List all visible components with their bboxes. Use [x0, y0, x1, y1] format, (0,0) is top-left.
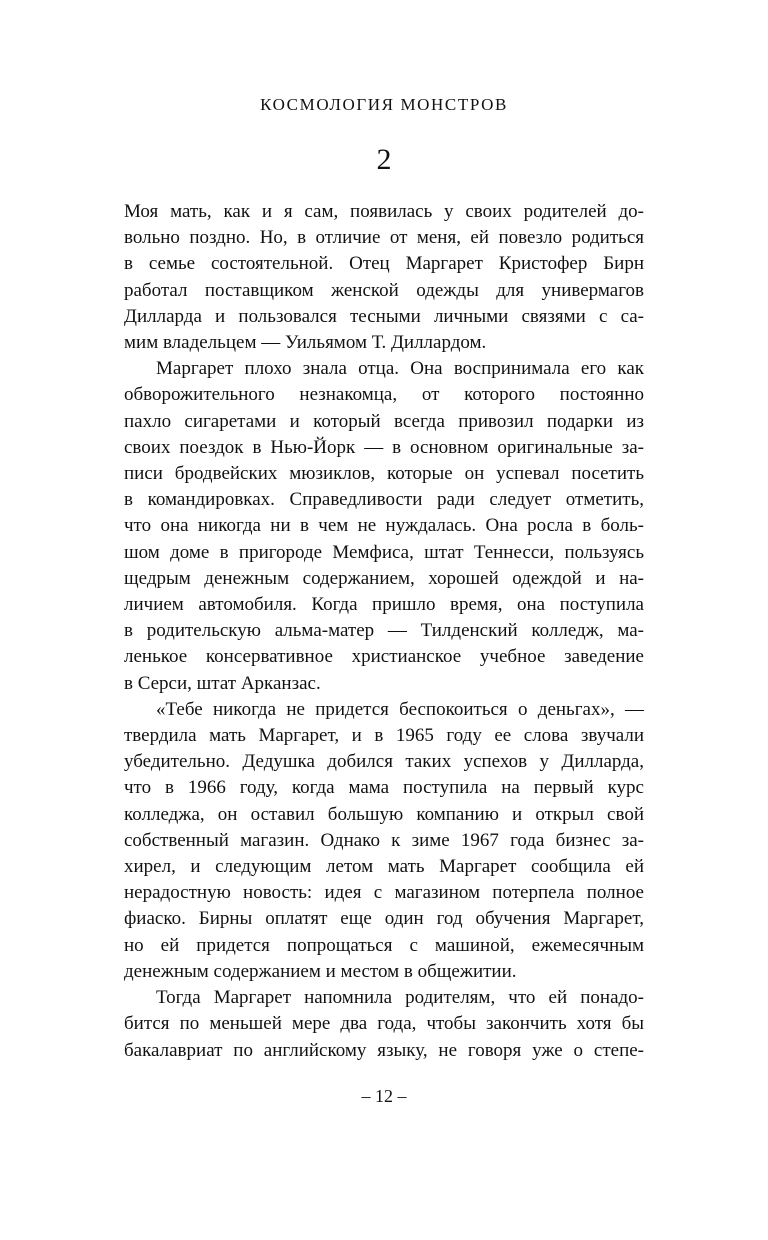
paragraph: [124, 985, 644, 1064]
text-line: что в 1966 году, когда мама поступила на первый курс: [124, 777, 644, 799]
body-text: [124, 199, 644, 1064]
text-line: мим владельцем — Уильямом Т. Диллардом.: [124, 332, 487, 354]
running-head: КОСМОЛОГИЯ МОНСТРОВ: [260, 95, 508, 114]
text-line: твердила мать Маргарет, и в 1965 году ее слова звучали: [124, 725, 644, 747]
text-line: шом доме в пригороде Мемфиса, штат Теннесси, пользуясь: [124, 541, 644, 563]
text-line: бится по меньшей мере два года, чтобы закончить хотя бы: [124, 1013, 644, 1035]
text-line: пахло сигаретами и который всегда привозил подарки из: [124, 410, 644, 432]
text-block: [124, 199, 644, 1108]
text-line: убедительно. Дедушка добился таких успехов у Дилларда,: [124, 751, 644, 773]
paragraph: [124, 697, 644, 985]
text-line: Тогда Маргарет напомнила родителям, что ей понадо-: [156, 987, 644, 1009]
text-line: ленькое консервативное христианское учебное заведение: [124, 646, 644, 668]
text-line: Дилларда и пользовался тесными личными связями с са-: [124, 305, 644, 327]
text-line: фиаско. Бирны оплатят еще один год обучения Маргарет,: [124, 908, 644, 930]
text-line: щедрым денежным содержанием, хорошей одеждой и на-: [124, 567, 644, 589]
text-line: что она никогда ни в чем не нуждалась. Она росла в боль-: [124, 515, 644, 537]
text-line: бакалавриат по английскому языку, не говоря уже о степе-: [124, 1039, 644, 1061]
text-line: в семье состоятельной. Отец Маргарет Кристофер Бирн: [124, 253, 644, 275]
text-line: «Тебе никогда не придется беспокоиться о деньгах», —: [156, 698, 644, 720]
text-line: личием автомобиля. Когда пришло время, она поступила: [124, 594, 644, 616]
chapter-number: 2: [376, 143, 392, 176]
paragraph: [124, 199, 644, 356]
text-line: своих поездок в Нью-Йорк — в основном оригинальные за-: [124, 436, 644, 458]
text-line: хирел, и следующим летом мать Маргарет сообщила ей: [124, 856, 644, 878]
page-number: – 12 –: [361, 1085, 407, 1106]
text-line: писи бродвейских мюзиклов, которые он успевал посетить: [124, 463, 644, 485]
text-line: денежным содержанием и местом в общежитии.: [124, 960, 517, 982]
text-line: обворожительного незнакомца, от которого постоянно: [124, 384, 644, 406]
text-line: Маргарет плохо знала отца. Она воспринимала его как: [156, 358, 644, 380]
text-line: вольно поздно. Но, в отличие от меня, ей повезло родиться: [124, 227, 644, 249]
text-line: в родительскую альма-матер — Тилденский колледж, ма-: [124, 620, 644, 642]
paragraph: [124, 356, 644, 697]
text-line: в командировках. Справедливости ради следует отметить,: [124, 489, 644, 511]
text-line: Моя мать, как и я сам, появилась у своих родителей до-: [124, 201, 644, 222]
text-line: в Серси, штат Арканзас.: [124, 672, 321, 694]
text-line: нерадостную новость: идея с магазином потерпела полное: [124, 882, 644, 904]
text-line: собственный магазин. Однако к зиме 1967 года бизнес за-: [124, 829, 644, 851]
text-line: но ей придется попрощаться с машиной, ежемесячным: [124, 934, 644, 956]
text-line: работал поставщиком женской одежды для универмагов: [124, 279, 644, 301]
text-line: колледжа, он оставил большую компанию и открыл свой: [124, 803, 644, 825]
